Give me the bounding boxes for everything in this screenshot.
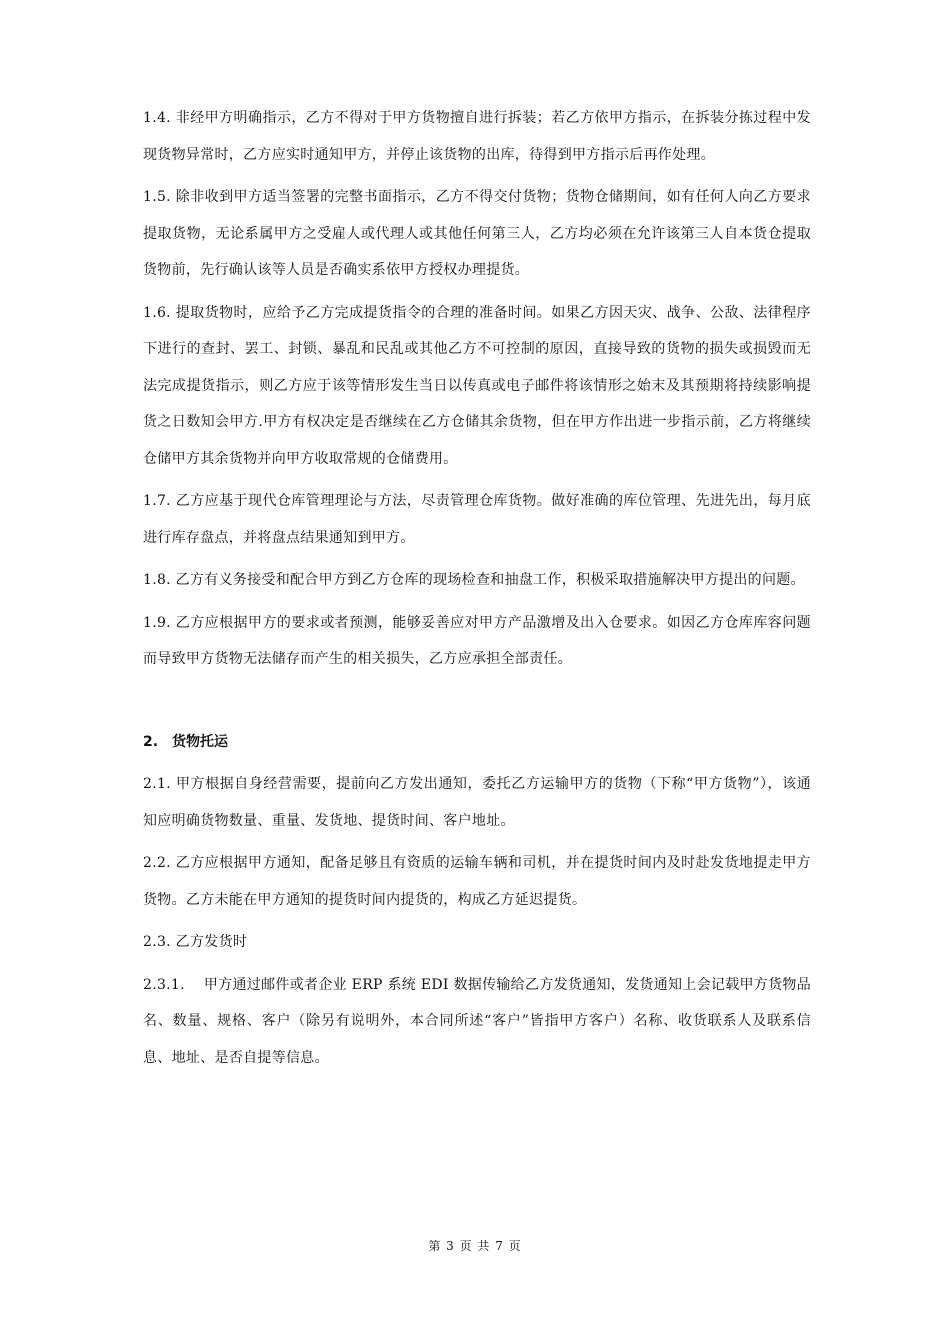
page-number: 第 3 页 共 7 页 <box>428 1239 522 1253</box>
clause-2-2: 2.2. 乙方应根据甲方通知，配备足够且有资质的运输车辆和司机，并在提货时间内及时赴发货地提走甲方货物。乙方未能在甲方通知的提货时间内提货的，构成乙方延迟提货。 <box>143 855 811 908</box>
clause-1-6: 1.6. 提取货物时，应给予乙方完成提货指令的合理的准备时间。如果乙方因天灾、战争、公敌、法律程序下进行的查封、罢工、封锁、暴乱和民乱或其他乙方不可控制的原因，直接导致的货物的损失或损毁而无法完成提货指示，则乙方应于该等情形发生当日以传真或电子邮件将该情形之始末及其预期将持续影响提货之日数知会甲方.甲方有权决定是否继续在乙方仓储其余货物，但在甲方作出进一步指示前，乙方将继续仓储甲方其余货物并向甲方收取常规的仓储费用。 <box>143 304 811 467</box>
clause-1-9: 1.9. 乙方应根据甲方的要求或者预测，能够妥善应对甲方产品激增及出入仓要求。如因乙方仓库库容问题而导致甲方货物无法储存而产生的相关损失，乙方应承担全部责任。 <box>143 614 811 667</box>
clause-2-3-1: 2.3.1. 甲方通过邮件或者企业 ERP 系统 EDI 数据传输给乙方发货通知，发货通知上会记载甲方货物品名、数量、规格、客户（除另有说明外，本合同所述“客户”皆指甲方客户）名称、收货联系人及联系信息、地址、是否自提等信息。 <box>143 976 811 1066</box>
section-spacer <box>143 684 811 724</box>
clause-1-5: 1.5. 除非收到甲方适当签署的完整书面指示，乙方不得交付货物；货物仓储期间，如有任何人向乙方要求提取货物，无论系属甲方之受雇人或代理人或其他任何第三人，乙方均必须在允许该第三人自本货仓提取货物前，先行确认该等人员是否确实系依甲方授权办理提货。 <box>143 189 811 278</box>
section-heading: 2. 货物托运 <box>143 733 229 750</box>
clause-2-1: 2.1. 甲方根据自身经营需要，提前向乙方发出通知，委托乙方运输甲方的货物（下称“甲方货物”），该通知应明确货物数量、重量、发货地、提货时间、客户地址。 <box>143 776 811 829</box>
clause-2-3: 2.3. 乙方发货时 <box>143 934 248 950</box>
clause-1-7: 1.7. 乙方应基于现代仓库管理理论与方法，尽责管理仓库货物。做好准确的库位管理、先进先出，每月底进行库存盘点，并将盘点结果通知到甲方。 <box>143 493 811 546</box>
clause-1-8: 1.8. 乙方有义务接受和配合甲方到乙方仓库的现场检查和抽盘工作，积极采取措施解决甲方提出的问题。 <box>143 572 805 588</box>
document-body <box>143 100 811 1082</box>
clause-1-4: 1.4. 非经甲方明确指示，乙方不得对于甲方货物擅自进行拆装；若乙方依甲方指示，在拆装分拣过程中发现货物异常时，乙方应实时通知甲方，并停止该货物的出库，待得到甲方指示后再作处理。 <box>143 110 811 163</box>
